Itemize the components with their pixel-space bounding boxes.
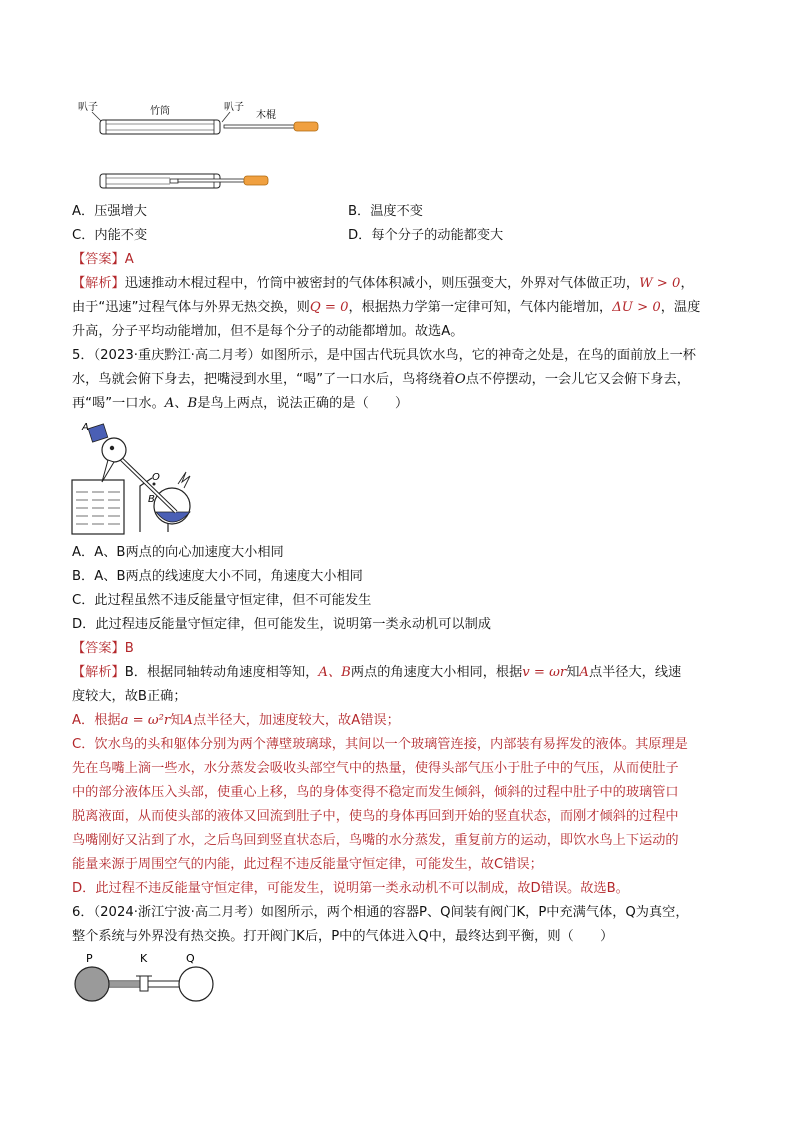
q5-answer: 【答案】B <box>72 641 134 656</box>
q5-analysis-c-line-6: 能量来源于周围空气的内能，此过程不违反能量守恒定律，可能发生，故C错误； <box>72 857 543 872</box>
q5-stem-line-1: 5．（2023·重庆黔江·高二月考）如图所示，是中国古代玩具饮水鸟，它的神奇之处是，在鸟的面前放上一杯 <box>72 348 696 363</box>
q5-option-a: A．A、B两点的向心加速度大小相同 <box>72 545 284 560</box>
fig-label-left-lid: 叭子 <box>78 102 98 113</box>
fig-label-tube: 竹筒 <box>150 106 170 117</box>
q5-analysis-d-line: D．此过程不违反能量守恒定律，可能发生，说明第一类永动机不可以制成，故D错误。故选B。 <box>72 881 629 896</box>
q4-option-c: C．内能不变 <box>72 228 148 243</box>
q6-stem-line-2: 整个系统与外界没有热交换。打开阀门K后，P中的气体进入Q中，最终达到平衡，则（ ） <box>72 929 614 944</box>
q5-analysis-a-line: A．根据a = ω²r知A点半径大，加速度较大，故A错误； <box>72 713 400 728</box>
q4-option-a: A．压强增大 <box>72 204 147 219</box>
containers-pq-figure <box>70 950 220 1006</box>
q4-analysis-line-2: 由于“迅速”过程气体与外界无热交换，则Q = 0，根据热力学第一定律可知，气体内能增加，ΔU > 0，温度 <box>72 300 701 315</box>
q5-analysis-c-line-3: 中的部分液体压入头部，使重心上移，鸟的身体变得不稳定而发生倾斜，倾斜的过程中肚子中的玻璃管口 <box>72 785 679 800</box>
q5-analysis-c-line-1: C．饮水鸟的头和躯体分别为两个薄壁玻璃球，其间以一个玻璃管连接，内部装有易挥发的液体。其原理是 <box>72 737 688 752</box>
q5-analysis-b-line-1: 【解析】B．根据同轴转动角速度相等知，A、B两点的角速度大小相同，根据v = ωr知A点半径大，线速 <box>72 665 682 680</box>
q5-stem-line-2: 水，鸟就会俯下身去，把嘴浸到水里，“喝”了一口水后，鸟将绕着O点不停摆动，一会儿它又会俯下身去， <box>72 372 690 387</box>
q5-analysis-c-line-4: 脱离液面，从而使头部的液体又回流到肚子中，使鸟的身体再回到开始的竖直状态，而刚才倾斜的过程中 <box>72 809 679 824</box>
q4-answer: 【答案】A <box>72 252 134 267</box>
fig-label-p: P <box>86 952 93 965</box>
q5-option-d: D．此过程违反能量守恒定律，但可能发生，说明第一类永动机可以制成 <box>72 617 491 632</box>
fig-label-o: O <box>152 472 160 483</box>
bamboo-tube-figure <box>70 96 340 196</box>
q6-stem-line-1: 6．（2024·浙江宁波·高二月考）如图所示，两个相通的容器P、Q间装有阀门K，P中充满气体，Q为真空， <box>72 905 689 920</box>
fig-label-a: A <box>82 422 89 433</box>
q4-analysis-line-3: 升高，分子平均动能增加，但不是每个分子的动能都增加。故选A。 <box>72 324 464 339</box>
drinking-bird-figure <box>68 420 208 540</box>
q4-analysis-line-1: 【解析】迅速推动木棍过程中，竹筒中被密封的气体体积减小，则压强变大，外界对气体做正功，W > 0， <box>72 276 694 291</box>
fig-label-b: B <box>148 494 155 505</box>
q5-stem-line-3: 再“喝”一口水。A、B是鸟上两点，说法正确的是（ ） <box>72 396 409 411</box>
q4-option-b: B．温度不变 <box>348 204 423 219</box>
fig-label-k: K <box>140 952 148 965</box>
fig-label-q: Q <box>186 952 195 965</box>
fig-label-stick: 木棍 <box>256 110 276 121</box>
q4-option-d: D．每个分子的动能都变大 <box>348 228 504 243</box>
q5-option-c: C．此过程虽然不违反能量守恒定律，但不可能发生 <box>72 593 372 608</box>
q5-analysis-c-line-2: 先在鸟嘴上滴一些水，水分蒸发会吸收头部空气中的热量，使得头部气压小于肚子中的气压，从而使肚子 <box>72 761 679 776</box>
q5-analysis-b-line-2: 度较大，故B正确； <box>72 689 187 704</box>
q5-option-b: B．A、B两点的线速度大小不同，角速度大小相同 <box>72 569 363 584</box>
q5-analysis-c-line-5: 鸟嘴刚好又沾到了水，之后鸟回到竖直状态后，鸟嘴的水分蒸发，重复前方的运动，即饮水鸟上下运动的 <box>72 833 679 848</box>
fig-label-right-lid: 叭子 <box>224 102 244 113</box>
